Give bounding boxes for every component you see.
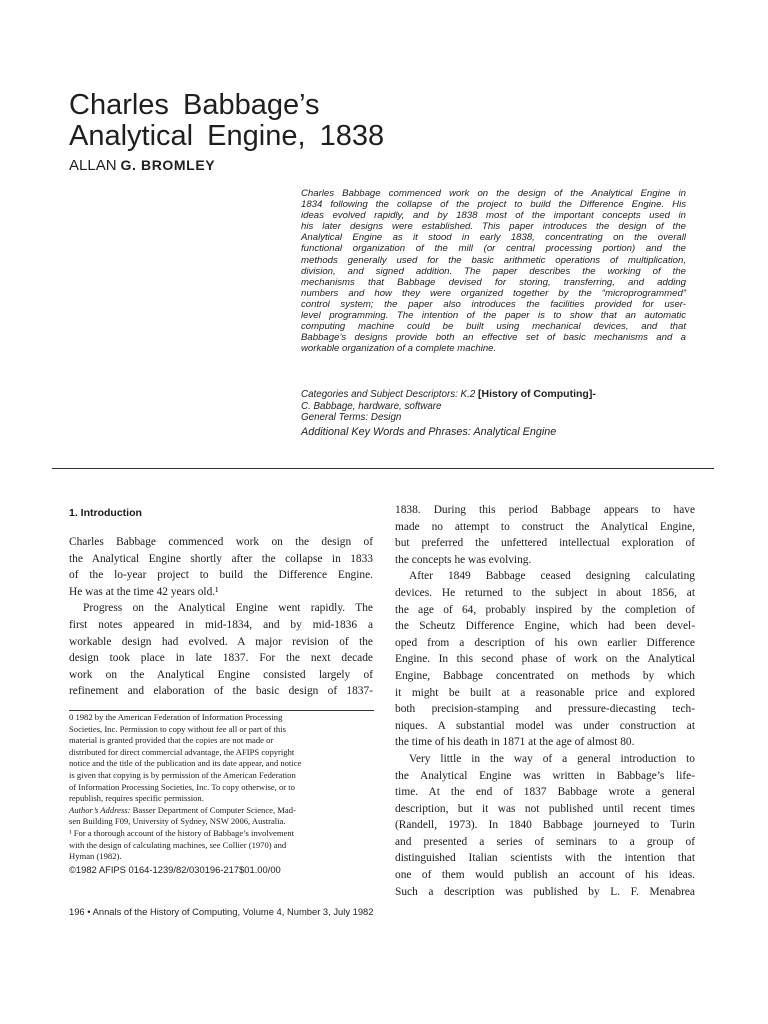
body-text-line: Such a description was published by L. F. Menabrea [395, 885, 695, 898]
abstract-line: level programming. The intention of the paper is to show that an automatic [301, 310, 686, 322]
body-text-line: design took place in late 1837. For the next decade [69, 652, 373, 665]
body-text-line: the concepts he was evolving. [395, 553, 532, 566]
categories-history: [History of Computing]- [478, 388, 596, 400]
body-text-line: but preferred the unfettered intellectual exploration of [395, 537, 695, 550]
body-text-line: (Randell, 1973). In 1840 Babbage journeyed to Turin [395, 819, 695, 832]
author-rest-name: G. BROMLEY [120, 157, 216, 173]
body-text-line: and presented a series of seminars to a group of [395, 835, 695, 848]
copyright-line: distributed for direct commercial advantage, the AFIPS copyright [69, 746, 295, 757]
running-footer: 196 • Annals of the History of Computing, Volume 4, Number 3, July 1982 [69, 906, 374, 917]
copyright-notice [69, 712, 374, 805]
keywords: Additional Key Words and Phrases: Analytical Engine [301, 425, 557, 438]
categories-prefix: Categories and Subject Descriptors: K.2 [301, 389, 476, 400]
copyright-line: of Information Processing Societies, Inc. To copy otherwise, or to [69, 781, 295, 792]
header-divider [52, 468, 714, 469]
categories-line [301, 389, 691, 401]
body-text-line: time. At the end of 1837 Babbage wrote a general [395, 786, 695, 799]
footnote-1 [69, 828, 374, 863]
body-text-line: After 1849 Babbage ceased designing calculating [409, 570, 695, 583]
body-text-line: both precision-stamping and pressure-diecasting tech- [395, 703, 695, 716]
body-text-line: Very little in the way of a general introduction to [409, 752, 695, 765]
article-title [69, 90, 489, 152]
abstract-line: division, and signed addition. The paper describes the working of the [301, 265, 686, 277]
body-text-line: description, but it was not published until recent times [395, 802, 695, 815]
body-text-line: first notes appeared in mid-1834, and by mid-1836 a [69, 618, 373, 631]
body-text-line: the age of 64, probably inspired by the completion of [395, 603, 695, 616]
article-code: ©1982 AFIPS 0164-1239/82/030196-217$01.00/00 [69, 863, 281, 875]
copyright-line: Societies, Inc. Permission to copy without fee all or part of this [69, 723, 286, 734]
body-text-line: it might be built at a reasonable price and explored [395, 686, 695, 699]
author-address-label: Author’s Address: [69, 804, 131, 815]
author-address-text-1: Basser Department of Computer Science, Mad- [130, 804, 296, 815]
body-text-line: oped from a description of his own earlier Difference [395, 636, 695, 649]
author-name [69, 157, 215, 174]
body-text-line: Charles Babbage commenced work on the design of [69, 536, 373, 548]
author-address-line-2: sen Building F09, University of Sydney, NSW 2006, Australia. [69, 816, 286, 827]
body-text-line: one of them would publish an account of his ideas. [395, 869, 695, 882]
body-text-line: work on the Analytical Engine consisted largely of [69, 668, 373, 681]
abstract-line: 1834 following the collapse of the project to build the Difference Engine. His [301, 199, 686, 211]
abstract-line: workable organization of a complete machine. [301, 343, 497, 355]
body-text-line: 1838. During this period Babbage appears to have [395, 504, 695, 516]
abstract-line: functional organization of the mill (or central processing portion) and the [301, 243, 686, 255]
abstract-line: Babbage’s designs provide both an effective set of basic mechanisms and a [301, 332, 686, 344]
abstract-line: numbers and how they were organized together by the “microprogrammed” [301, 287, 686, 299]
body-text-line: He was at the time 42 years old.¹ [69, 585, 219, 598]
footnote-line: Hyman (1982). [69, 851, 122, 862]
abstract-line: mechanisms that Babbage devised for storing, transferring, and adding [301, 276, 686, 288]
author-address-line-1 [69, 805, 374, 817]
author-first-name: ALLAN [69, 157, 117, 174]
abstract [301, 188, 686, 354]
copyright-line: material is granted provided that the copies are not made or [69, 735, 274, 746]
body-text-line: niques. A substantial model was under construction at [395, 719, 695, 732]
footnote-line: with the design of calculating machines, see Collier (1970) and [69, 839, 287, 850]
section-heading: 1. Introduction [69, 507, 142, 519]
article-metadata [301, 389, 691, 438]
abstract-line: control system; the paper also introduces the facilities provided for user- [301, 298, 686, 310]
body-text-line: of the lo-year project to build the Difference Engine. [69, 569, 373, 582]
body-text-line: the Analytical Engine was written in Babbage’s life- [395, 769, 695, 782]
body-text-line: the Analytical Engine shortly after the collapse in 1833 [69, 552, 373, 565]
body-text-line: refinement and elaboration of the basic design of 1837- [69, 685, 373, 698]
abstract-line: Charles Babbage commenced work on the design of the Analytical Engine in [301, 188, 686, 199]
footnotes [69, 712, 374, 875]
body-column-right [395, 502, 695, 900]
body-text-line: Engine, Babbage concentrated on methods by which [395, 669, 695, 682]
body-text-line: distinguished Italian scientists with the intention that [395, 852, 695, 865]
body-text-line: workable design had evolved. A major revision of the [69, 635, 373, 648]
body-text-line: Engine. In this second phase of work on the Analytical [395, 653, 695, 666]
body-text-line: Progress on the Analytical Engine went rapidly. The [83, 602, 373, 615]
body-column-left [69, 534, 373, 700]
title-line-2: Analytical Engine, 1838 [69, 120, 385, 152]
copyright-line: notice and the title of the publication and its date appear, and notice [69, 758, 302, 769]
categories-terms: C. Babbage, hardware, software [301, 400, 442, 412]
body-text-line: made no attempt to construct the Analytical Engine, [395, 520, 695, 533]
abstract-line: ideas evolved rapidly, and by 1838 most of the important concepts used in [301, 210, 686, 222]
body-text-line: devices. He returned to the subject in about 1856, at [395, 586, 695, 599]
body-text-line: the Scheutz Difference Engine, which had been devel- [395, 620, 695, 633]
footnote-line: ¹ For a thorough account of the history of Babbage’s involvement [69, 827, 295, 838]
general-terms: General Terms: Design [301, 412, 402, 423]
copyright-line: republish, requires specific permission. [69, 793, 204, 804]
body-text-line: the time of his death in 1871 at the age of almost 80. [395, 736, 635, 749]
abstract-line: methods generally used for the basic arithmetic operations of multiplication, [301, 254, 686, 266]
copyright-line: 0 1982 by the American Federation of Information Processing [69, 712, 283, 722]
abstract-line: computing machine could be built using mechanical devices, and that [301, 321, 686, 333]
abstract-line: Analytical Engine as it stood in early 1838, concentrating on the overall [301, 232, 686, 244]
footnote-divider [69, 710, 374, 711]
copyright-line: is given that copying is by permission of the American Federation [69, 769, 296, 780]
abstract-line: his later designs were established. This paper introduces the design of the [301, 221, 686, 233]
title-line-1: Charles Babbage’s [69, 89, 320, 121]
